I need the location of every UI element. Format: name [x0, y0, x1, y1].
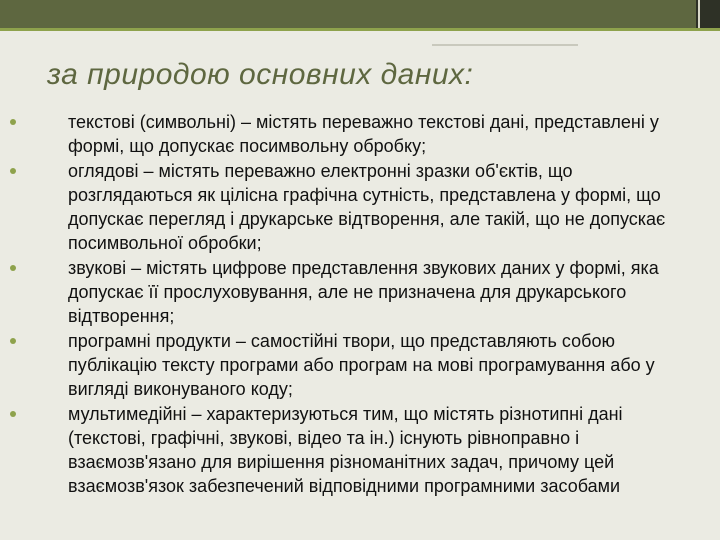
bullet-text: програмні продукти – самостійні твори, що представляють собою публікацію тексту програми або програм на мові програмування або у вигляді виконуваного коду;	[68, 330, 655, 400]
list-item	[10, 159, 670, 256]
list-item	[10, 402, 670, 499]
list-item	[10, 110, 670, 159]
header-divider-line	[698, 0, 700, 28]
bullet-icon	[10, 168, 16, 174]
bullet-icon	[10, 411, 16, 417]
bullet-text: звукові – містять цифрове представлення звукових даних у формі, яка допускає її прослуховування, але не призначена для друкарського відтворення;	[68, 257, 659, 327]
header-accent-stripe	[0, 28, 720, 31]
bullet-text: текстові (символьні) – містять переважно текстові дані, представлені у формі, що допускає посимвольну обробку;	[68, 112, 659, 157]
header-band	[0, 0, 720, 28]
bullet-list	[10, 110, 670, 499]
list-item	[10, 329, 670, 402]
title-decor-line	[432, 44, 578, 46]
bullet-icon	[10, 265, 16, 271]
list-item	[10, 256, 670, 329]
bullet-icon	[10, 338, 16, 344]
bullet-icon	[10, 119, 16, 125]
bullet-text: мультимедійні – характеризуються тим, що містять різнотипні дані (текстові, графічні, звукові, відео та ін.) існують рівноправно і взаємозв'язано для вирішення різноманітних задач, причому цей взаємозв'язок забезпечений відповідними програмними засобами	[68, 403, 623, 497]
slide-title: за природою основних даних:	[47, 58, 474, 91]
bullet-text: оглядові – містять переважно електронні зразки об'єктів, що розглядаються як цілісна графічна сутність, представлена у формі, що допускає перегляд і друкарське відтворення, але такій, що не допускає посимвольної обробки;	[68, 160, 666, 254]
